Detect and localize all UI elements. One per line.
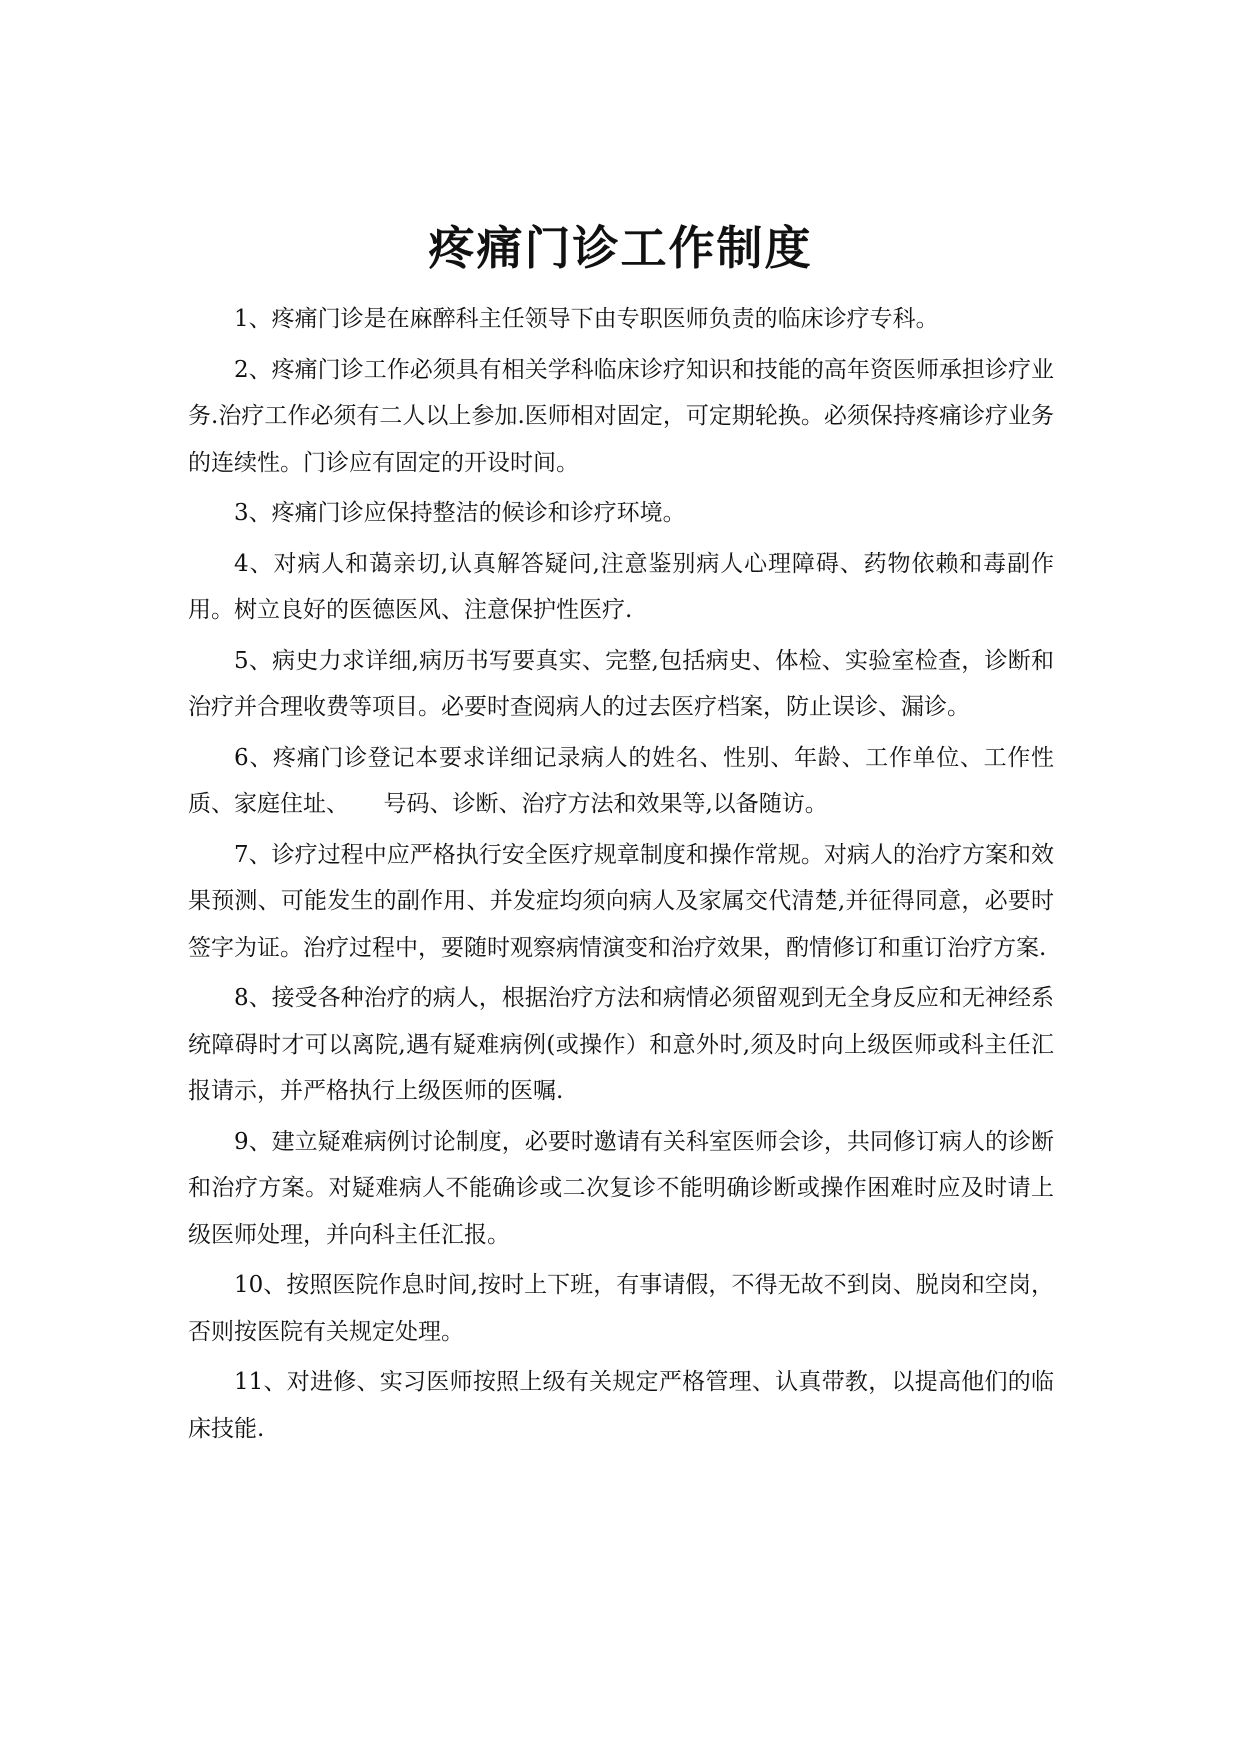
document-title: 疼痛门诊工作制度 bbox=[428, 221, 813, 275]
paragraph-7: 7、诊疗过程中应严格执行安全医疗规章制度和操作常规。对病人的治疗方案和效果预测、可能发生的副作用、并发症均须向病人及家属交代清楚,并征得同意，必要时签字为证。治疗过程中，要随时观察病情演变和治疗效果，酌情修订和重订治疗方案. bbox=[188, 841, 1054, 961]
paragraph-11: 11、对进修、实习医师按照上级有关规定严格管理、认真带教，以提高他们的临床技能. bbox=[188, 1369, 1054, 1442]
paragraph-8: 8、接受各种治疗的病人，根据治疗方法和病情必须留观到无全身反应和无神经系统障碍时才可以离院,遇有疑难病例(或操作）和意外时,须及时向上级医师或科主任汇报请示，并严格执行上级医师的医嘱. bbox=[188, 985, 1054, 1104]
paragraph-6: 6、疼痛门诊登记本要求详细记录病人的姓名、性别、年龄、工作单位、工作性质、家庭住址、 号码、诊断、治疗方法和效果等,以备随访。 bbox=[188, 744, 1054, 817]
document-body bbox=[188, 296, 1054, 1456]
paragraph-10: 10、按照医院作息时间,按时上下班，有事请假，不得无故不到岗、脱岗和空岗，否则按医院有关规定处理。 bbox=[188, 1272, 1054, 1345]
paragraph-4: 4、对病人和蔼亲切,认真解答疑问,注意鉴别病人心理障碍、药物依赖和毒副作用。树立良好的医德医风、注意保护性医疗. bbox=[188, 550, 1054, 623]
paragraph-1: 1、疼痛门诊是在麻醉科主任领导下由专职医师负责的临床诊疗专科。 bbox=[234, 306, 939, 332]
paragraph-5: 5、病史力求详细,病历书写要真实、完整,包括病史、体检、实验室检查，诊断和治疗并合理收费等项目。必要时查阅病人的过去医疗档案，防止误诊、漏诊。 bbox=[188, 647, 1054, 720]
paragraph-2: 2、疼痛门诊工作必须具有相关学科临床诊疗知识和技能的高年资医师承担诊疗业务.治疗工作必须有二人以上参加.医师相对固定，可定期轮换。必须保持疼痛诊疗业务的连续性。门诊应有固定的开设时间。 bbox=[188, 356, 1054, 476]
paragraph-9: 9、建立疑难病例讨论制度，必要时邀请有关科室医师会诊，共同修订病人的诊断和治疗方案。对疑难病人不能确诊或二次复诊不能明确诊断或操作困难时应及时请上级医师处理，并向科主任汇报。 bbox=[188, 1128, 1054, 1248]
paragraph-3: 3、疼痛门诊应保持整洁的候诊和诊疗环境。 bbox=[234, 500, 686, 526]
